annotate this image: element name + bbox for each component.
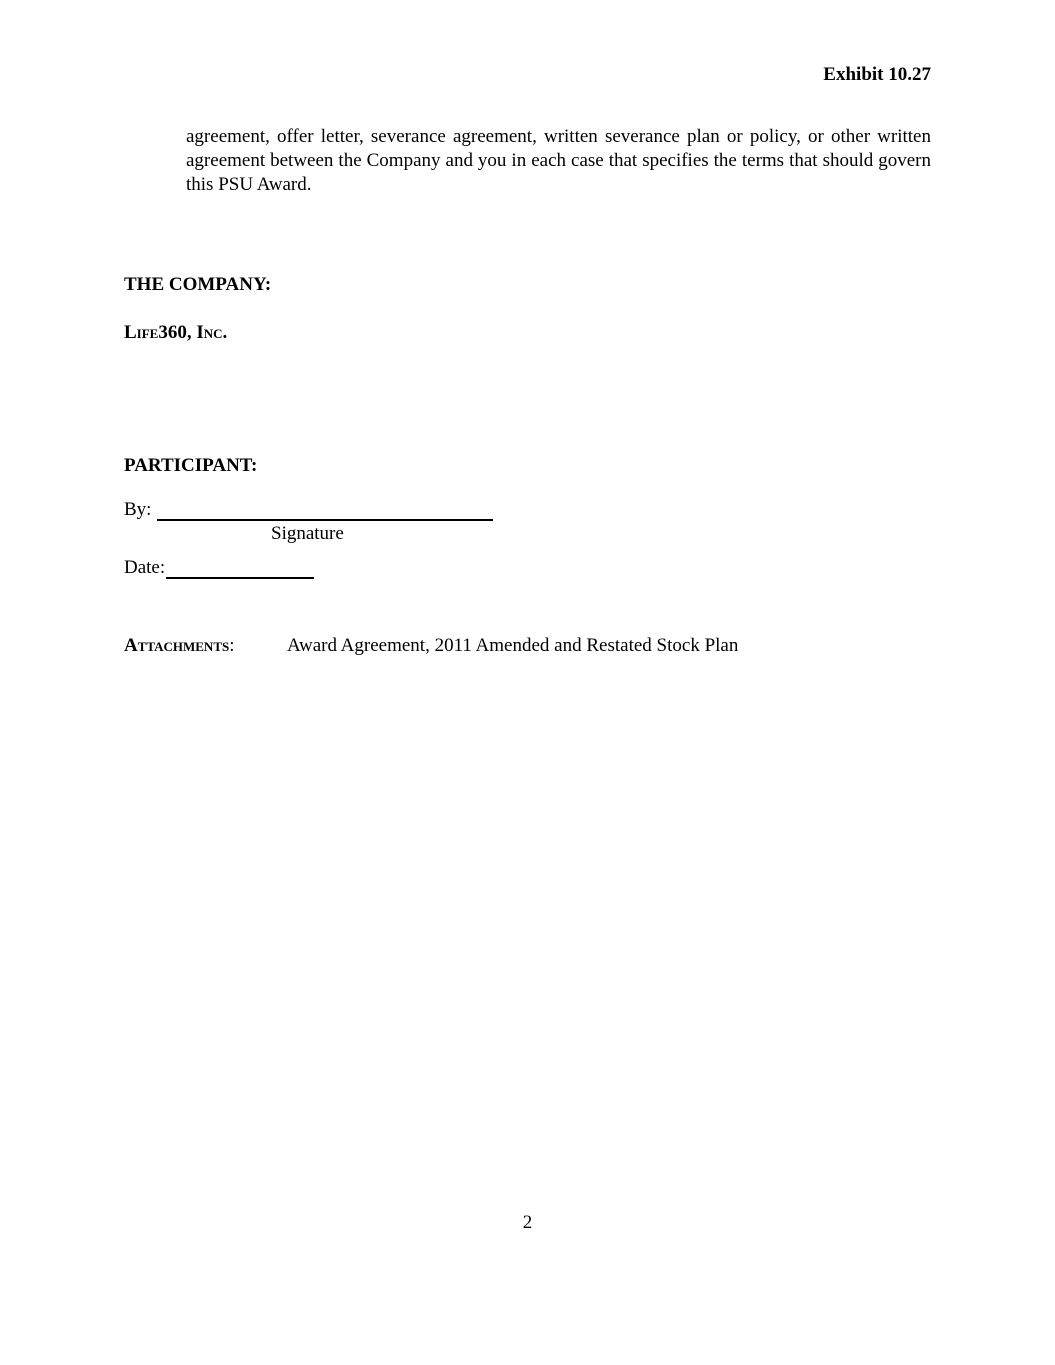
date-row: [124, 557, 314, 579]
participant-heading: PARTICIPANT:: [124, 455, 258, 476]
date-line[interactable]: [166, 557, 314, 579]
page-number: 2: [522, 1212, 533, 1233]
date-label: Date:: [124, 557, 166, 578]
by-label: By:: [124, 499, 152, 520]
signature-line[interactable]: [157, 499, 493, 521]
attachments-row: [124, 635, 739, 657]
signature-caption: Signature: [271, 523, 344, 544]
attachments-label: Attachments: [124, 635, 230, 656]
company-name: Life360, Inc.: [124, 322, 228, 343]
company-heading: THE COMPANY:: [124, 274, 272, 295]
attachments-value: Award Agreement, 2011 Amended and Restated Stock Plan: [287, 635, 739, 656]
attachments-colon: :: [229, 635, 235, 656]
exhibit-label: Exhibit 10.27: [823, 64, 931, 85]
continuation-paragraph: agreement, offer letter, severance agreement, written severance plan or policy, or other written agreement between the Company and you in each case that specifies the terms that should govern this PSU Award.: [186, 126, 931, 195]
signature-row: [124, 499, 493, 521]
